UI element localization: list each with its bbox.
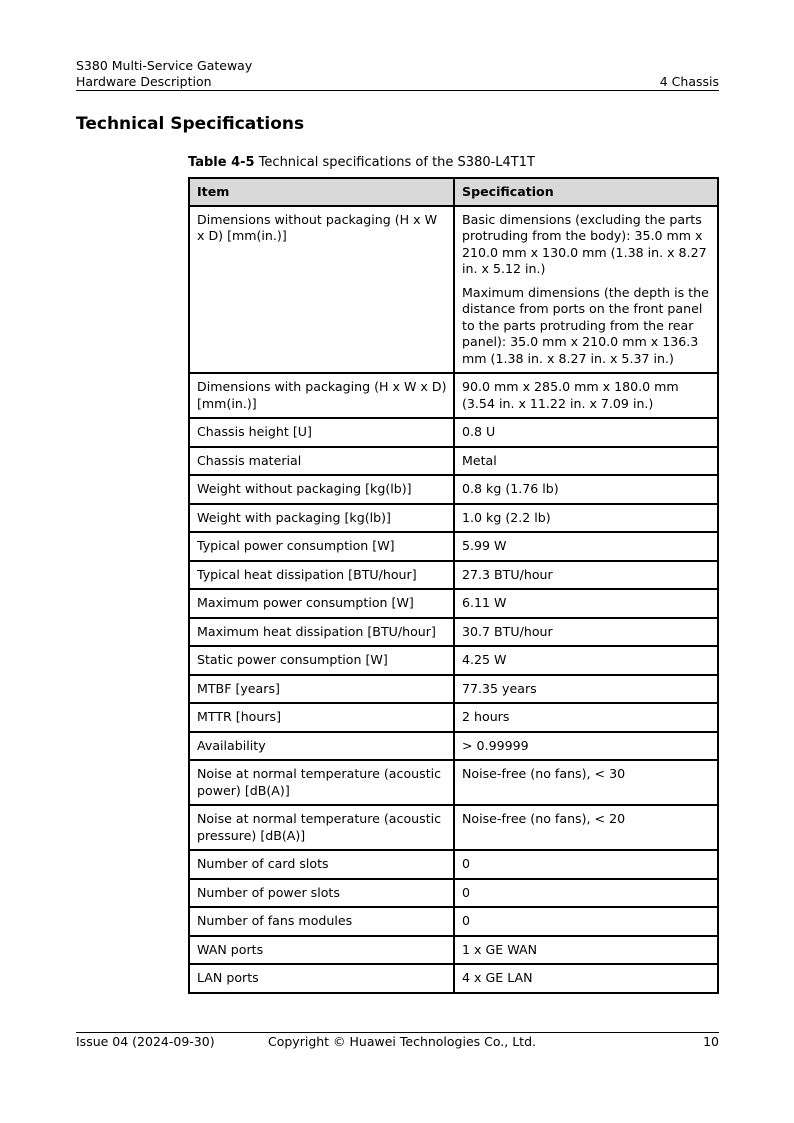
item-cell: Typical heat dissipation [BTU/hour] bbox=[189, 561, 454, 590]
spec-cell: 0.8 U bbox=[454, 418, 718, 447]
table-row bbox=[189, 589, 718, 618]
item-cell: MTBF [years] bbox=[189, 675, 454, 704]
item-cell: Noise at normal temperature (acoustic pressure) [dB(A)] bbox=[189, 805, 454, 850]
page-number: 10 bbox=[703, 1034, 719, 1049]
spec-cell: Metal bbox=[454, 447, 718, 476]
product-name: S380 Multi-Service Gateway bbox=[76, 58, 253, 73]
item-cell: Number of fans modules bbox=[189, 907, 454, 936]
table-caption bbox=[188, 155, 535, 170]
section-title: Technical Specifications bbox=[76, 114, 305, 134]
table-row bbox=[189, 936, 718, 965]
spec-cell: > 0.99999 bbox=[454, 732, 718, 761]
spec-cell: 0 bbox=[454, 850, 718, 879]
footer-divider bbox=[76, 1032, 719, 1033]
spec-basic-dimensions: Basic dimensions (excluding the parts protruding from the body): 35.0 mm x 210.0 mm x 130.0 mm (1.38 in. x 8.27 in. x 5.12 in.) bbox=[462, 211, 707, 276]
table-row bbox=[189, 418, 718, 447]
chapter-label: 4 Chassis bbox=[659, 74, 719, 89]
table-row bbox=[189, 475, 718, 504]
item-cell: Availability bbox=[189, 732, 454, 761]
table-row bbox=[189, 760, 718, 805]
spec-cell: 4 x GE LAN bbox=[454, 964, 718, 993]
item-cell: LAN ports bbox=[189, 964, 454, 993]
document-title: Hardware Description bbox=[76, 74, 212, 89]
table-row bbox=[189, 732, 718, 761]
table-row bbox=[189, 675, 718, 704]
table-row bbox=[189, 850, 718, 879]
spec-cell: Noise-free (no fans), < 20 bbox=[454, 805, 718, 850]
spec-cell: 0 bbox=[454, 879, 718, 908]
spec-cell bbox=[454, 206, 718, 374]
copyright-text: Copyright © Huawei Technologies Co., Ltd. bbox=[268, 1034, 536, 1049]
page-header bbox=[76, 58, 719, 90]
item-cell: Chassis material bbox=[189, 447, 454, 476]
item-cell: Typical power consumption [W] bbox=[189, 532, 454, 561]
item-cell: MTTR [hours] bbox=[189, 703, 454, 732]
spec-cell: 90.0 mm x 285.0 mm x 180.0 mm (3.54 in. x 11.22 in. x 7.09 in.) bbox=[454, 373, 718, 418]
spec-cell: 27.3 BTU/hour bbox=[454, 561, 718, 590]
issue-label: Issue 04 (2024-09-30) bbox=[76, 1034, 215, 1049]
spec-cell: 1.0 kg (2.2 lb) bbox=[454, 504, 718, 533]
spec-cell: 0 bbox=[454, 907, 718, 936]
item-cell: Maximum heat dissipation [BTU/hour] bbox=[189, 618, 454, 647]
item-cell: Weight with packaging [kg(lb)] bbox=[189, 504, 454, 533]
table-row bbox=[189, 907, 718, 936]
spec-table bbox=[188, 177, 719, 994]
table-caption-text: Technical specifications of the S380-L4T1T bbox=[254, 155, 535, 170]
table-caption-label: Table 4-5 bbox=[188, 155, 255, 170]
spec-cell: 77.35 years bbox=[454, 675, 718, 704]
table-row bbox=[189, 561, 718, 590]
table-row bbox=[189, 805, 718, 850]
item-cell: Number of card slots bbox=[189, 850, 454, 879]
table-header-row bbox=[189, 178, 718, 206]
spec-cell: 5.99 W bbox=[454, 532, 718, 561]
table-row bbox=[189, 373, 718, 418]
item-cell: WAN ports bbox=[189, 936, 454, 965]
item-cell: Dimensions without packaging (H x W x D) [mm(in.)] bbox=[189, 206, 454, 374]
spec-cell: 6.11 W bbox=[454, 589, 718, 618]
item-cell: Chassis height [U] bbox=[189, 418, 454, 447]
spec-cell: 30.7 BTU/hour bbox=[454, 618, 718, 647]
item-cell: Number of power slots bbox=[189, 879, 454, 908]
header-divider bbox=[76, 90, 719, 91]
spec-maximum-dimensions: Maximum dimensions (the depth is the distance from ports on the front panel to the parts protruding from the rear panel): 35.0 mm x 210.0 mm x 136.3 mm (1.38 in. x 8.27 in. x 5.37 in.) bbox=[462, 284, 709, 366]
column-header-specification: Specification bbox=[454, 178, 718, 206]
table-row bbox=[189, 532, 718, 561]
table-row bbox=[189, 447, 718, 476]
item-cell: Static power consumption [W] bbox=[189, 646, 454, 675]
item-cell: Weight without packaging [kg(lb)] bbox=[189, 475, 454, 504]
table-row bbox=[189, 646, 718, 675]
table-row bbox=[189, 206, 718, 374]
spec-cell: 2 hours bbox=[454, 703, 718, 732]
table-row bbox=[189, 618, 718, 647]
column-header-item: Item bbox=[189, 178, 454, 206]
spec-cell: Noise-free (no fans), < 30 bbox=[454, 760, 718, 805]
spec-cell: 4.25 W bbox=[454, 646, 718, 675]
item-cell: Dimensions with packaging (H x W x D) [mm(in.)] bbox=[189, 373, 454, 418]
table-row bbox=[189, 964, 718, 993]
table-row bbox=[189, 504, 718, 533]
item-cell: Noise at normal temperature (acoustic power) [dB(A)] bbox=[189, 760, 454, 805]
spec-cell: 0.8 kg (1.76 lb) bbox=[454, 475, 718, 504]
item-cell: Maximum power consumption [W] bbox=[189, 589, 454, 618]
spec-cell: 1 x GE WAN bbox=[454, 936, 718, 965]
table-row bbox=[189, 703, 718, 732]
table-row bbox=[189, 879, 718, 908]
